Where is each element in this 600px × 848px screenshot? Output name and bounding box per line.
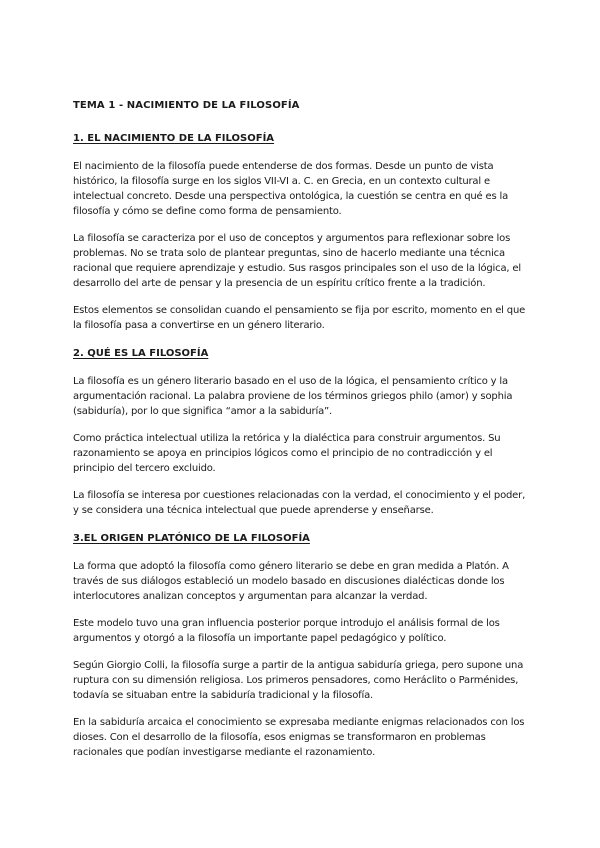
paragraph: El nacimiento de la filosofía puede entenderse de dos formas. Desde un punto de vista histórico, la filosofía surge en los siglos VII-VI a. C. en Grecia, en un contexto cultural e intelectual concreto. Desde una perspectiva ontológica, la cuestión se centra en qué es la filosofía y cómo se define como forma de pensamiento.	[73, 161, 509, 217]
section-heading: 3.EL ORIGEN PLATÓNICO DE LA FILOSOFÍA	[73, 533, 310, 544]
section-nacimiento	[73, 132, 528, 333]
paragraph: La filosofía se caracteriza por el uso de conceptos y argumentos para reflexionar sobre los problemas. No se trata solo de plantear preguntas, sino de hacerlo mediante una técnica racional que requiere aprendizaje y estudio. Sus rasgos principales son el uso de la lógica, el desarrollo del arte de pensar y la presencia de un espíritu crítico frente a la tradición.	[73, 233, 521, 289]
paragraph: La filosofía se interesa por cuestiones relacionadas con la verdad, el conocimiento y el poder, y se considera una técnica intelectual que puede aprenderse y enseñarse.	[73, 490, 526, 516]
paragraph: Este modelo tuvo una gran influencia posterior porque introdujo el análisis formal de los argumentos y otorgó a la filosofía un importante papel pedagógico y político.	[73, 618, 500, 644]
section-heading: 1. EL NACIMIENTO DE LA FILOSOFÍA	[73, 133, 275, 144]
section-origen-platonico	[73, 532, 528, 760]
section-heading: 2. QUÉ ES LA FILOSOFÍA	[73, 348, 209, 359]
paragraph: En la sabiduría arcaica el conocimiento se expresaba mediante enigmas relacionados con los dioses. Con el desarrollo de la filosofía, esos enigmas se transformaron en problemas racionales que podían investigarse mediante el razonamiento.	[73, 717, 525, 758]
document-title: TEMA 1 - NACIMIENTO DE LA FILOSOFÍA	[73, 100, 300, 111]
section-que-es	[73, 347, 528, 518]
paragraph: La forma que adoptó la filosofía como género literario se debe en gran medida a Platón. A través de sus diálogos estableció un modelo basado en discusiones dialécticas donde los interlocutores analizan conceptos y argumentan para alcanzar la verdad.	[73, 561, 509, 602]
paragraph: La filosofía es un género literario basado en el uso de la lógica, el pensamiento crítico y la argumentación racional. La palabra proviene de los términos griegos philo (amor) y sophia (sabiduría), por lo que significa “amor a la sabiduría”.	[73, 376, 513, 417]
paragraph: Estos elementos se consolidan cuando el pensamiento se fija por escrito, momento en el que la filosofía pasa a convertirse en un género literario.	[73, 305, 526, 331]
paragraph: Según Giorgio Colli, la filosofía surge a partir de la antigua sabiduría griega, pero supone una ruptura con su dimensión religiosa. Los primeros pensadores, como Heráclito o Parménides, todavía se situaban entre la sabiduría tradicional y la filosofía.	[73, 660, 524, 701]
paragraph: Como práctica intelectual utiliza la retórica y la dialéctica para construir argumentos. Su razonamiento se apoya en principios lógicos como el principio de no contradicción y el principio del tercero excluido.	[73, 433, 501, 474]
document-page	[73, 99, 528, 774]
